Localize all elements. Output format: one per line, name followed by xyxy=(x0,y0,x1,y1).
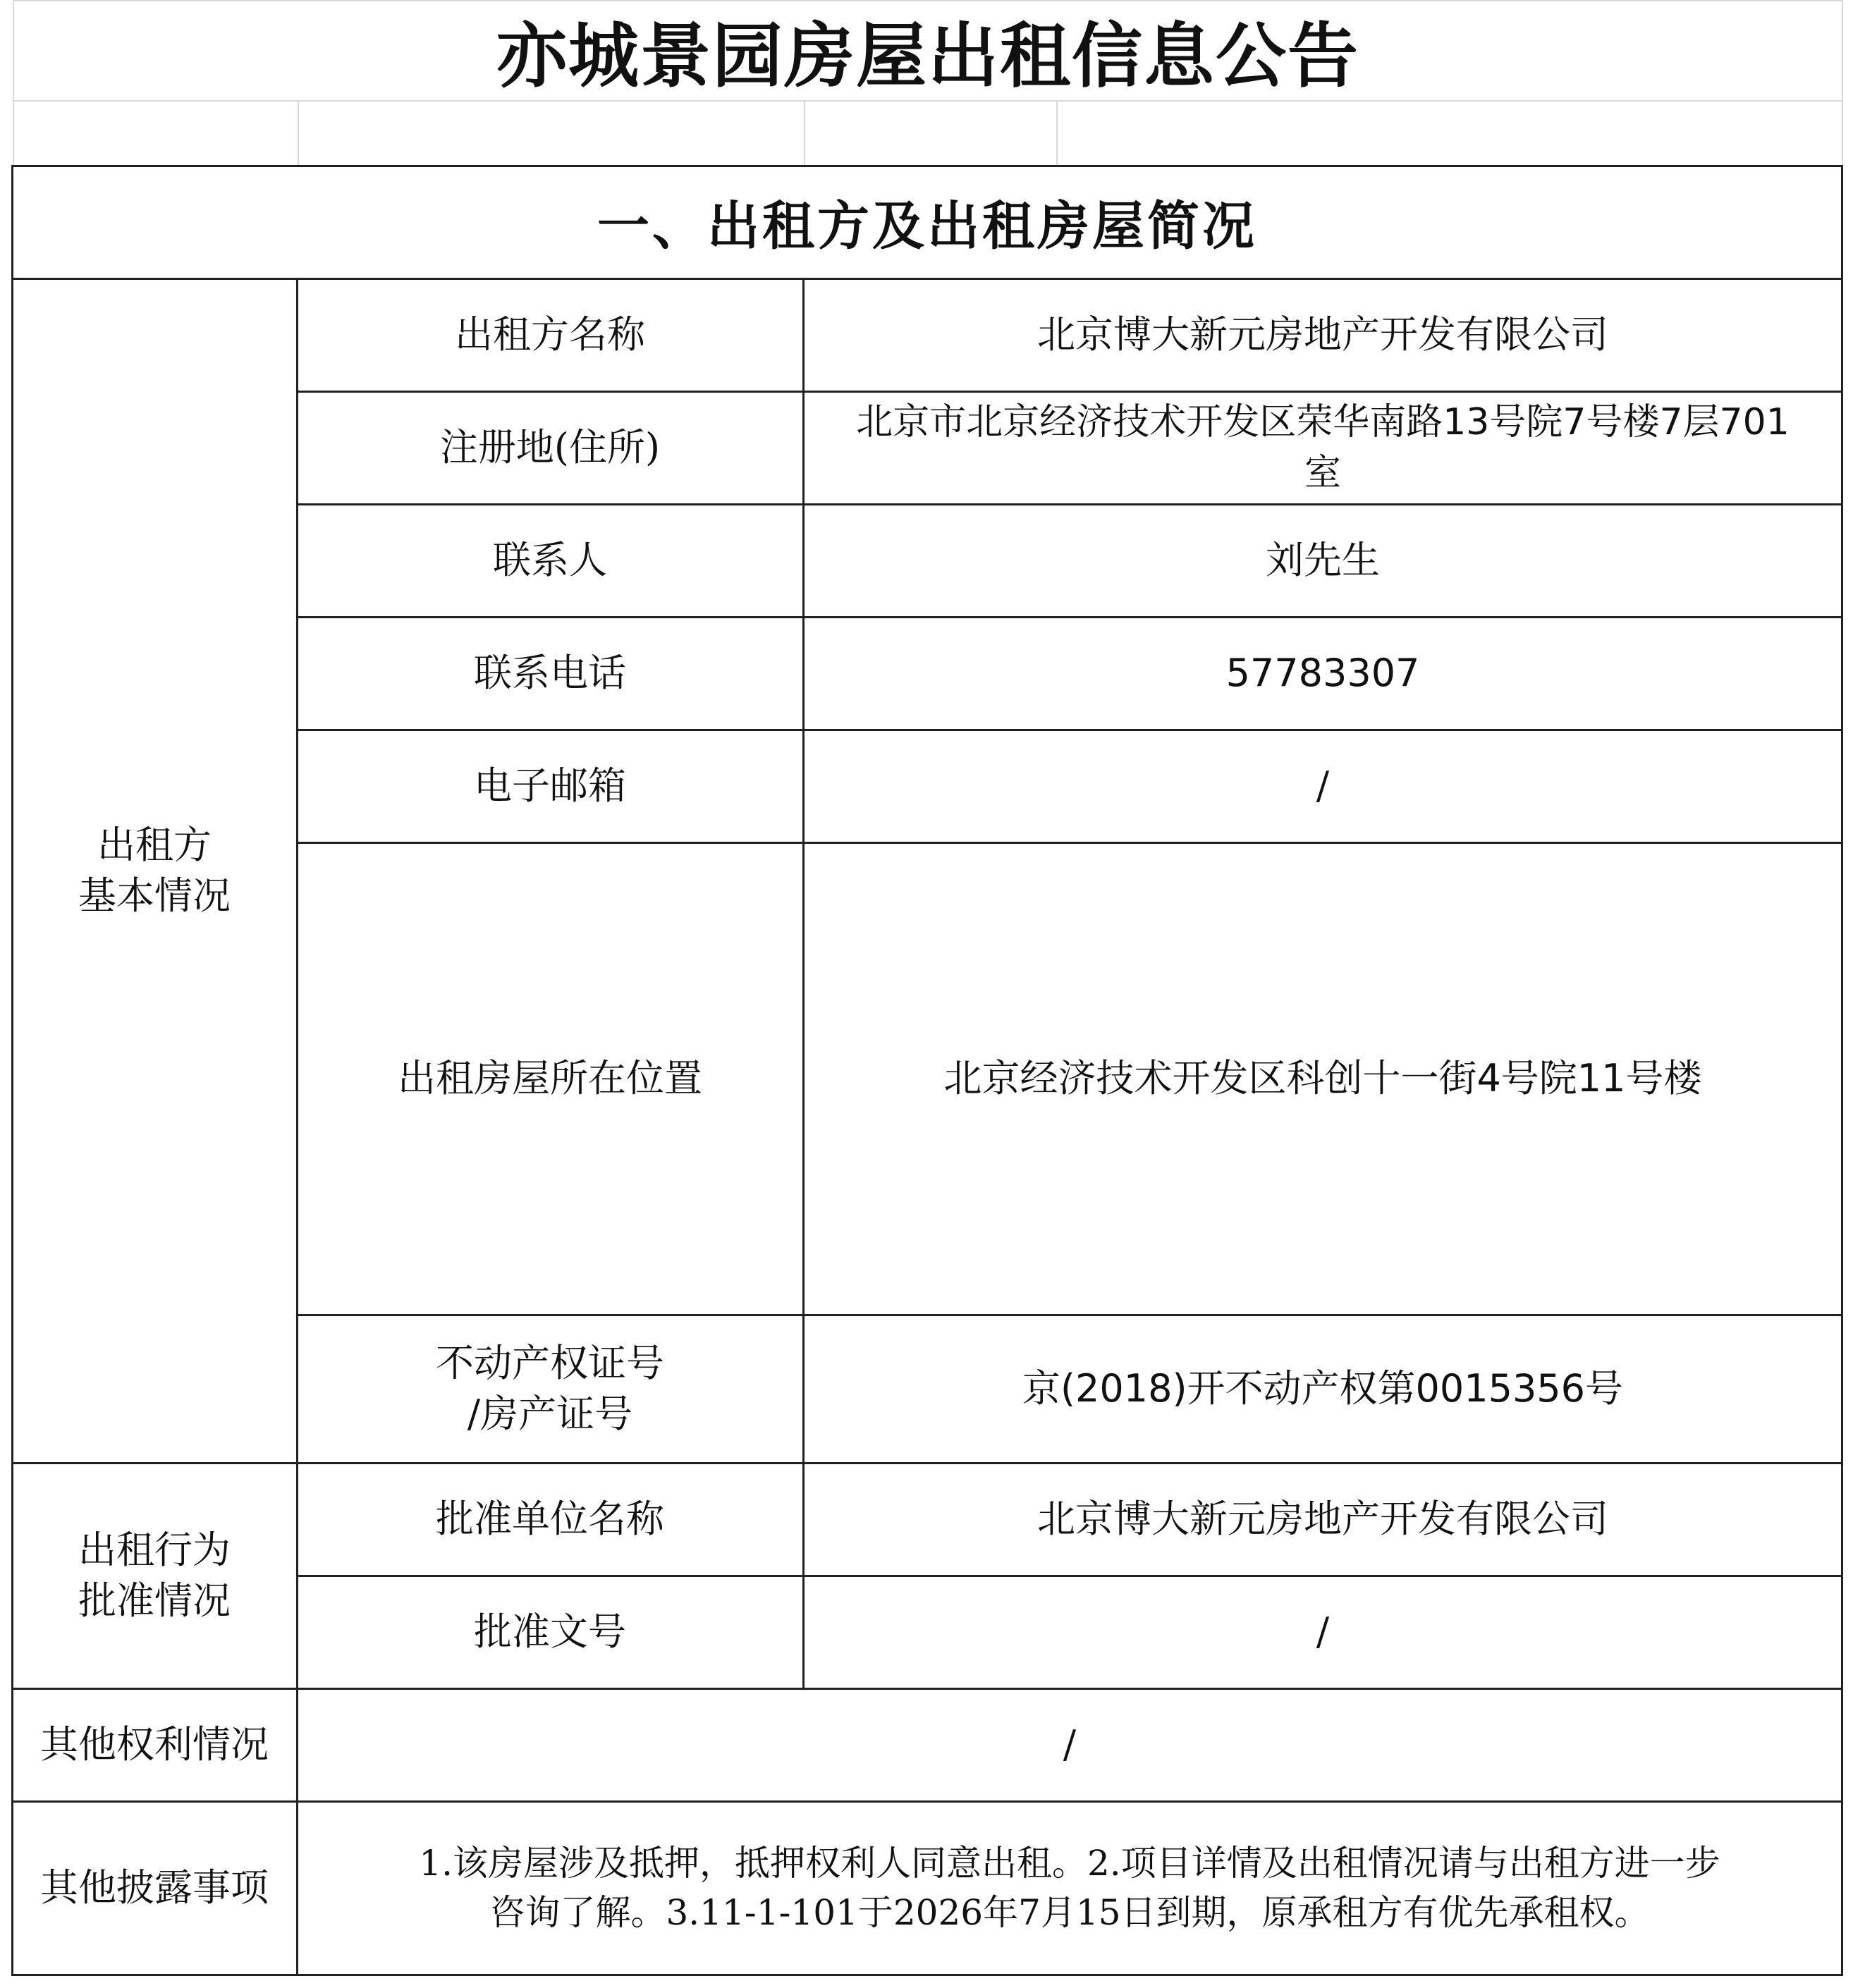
contact-phone-value: 57783307 xyxy=(1225,651,1420,695)
contact-phone-label: 联系电话 xyxy=(474,651,626,695)
gridline xyxy=(298,100,299,166)
approval-number-value: / xyxy=(1316,1609,1330,1654)
other-rights-label: 其他权利情况 xyxy=(40,1722,269,1767)
gridline xyxy=(804,100,805,166)
registered-address-value: 北京市北京经济技术开发区荣华南路13号院7号楼7层701 室 xyxy=(856,401,1790,494)
approval-group-label: 出租行为 批准情况 xyxy=(78,1528,231,1623)
page-title: 亦城景园房屋出租信息公告 xyxy=(496,14,1359,97)
other-disclosure-label: 其他披露事项 xyxy=(40,1865,269,1910)
contact-person-label: 联系人 xyxy=(493,538,607,582)
contact-person-value: 刘先生 xyxy=(1266,538,1380,582)
lessor-name-label: 出租方名称 xyxy=(455,312,645,357)
email-label: 电子邮箱 xyxy=(474,763,626,808)
approval-unit-value: 北京博大新元房地产开发有限公司 xyxy=(1037,1497,1608,1541)
approval-number-label: 批准文号 xyxy=(474,1609,626,1654)
other-disclosure-value: 1.该房屋涉及抵押，抵押权利人同意出租。2.项目详情及出租情况请与出租方进一步 咨询了解。3.11-1-101于2026年7月15日到期，原承租方有优先承租权。 xyxy=(419,1843,1720,1933)
section-heading: 一、出租方及出租房屋简况 xyxy=(597,196,1257,257)
property-certificate-label: 不动产权证号 /房产证号 xyxy=(436,1341,664,1436)
table-border xyxy=(11,1974,1843,1976)
gridline xyxy=(1056,100,1058,166)
property-location-label: 出租房屋所在位置 xyxy=(398,1056,702,1100)
property-location-value: 北京经济技术开发区科创十一街4号院11号楼 xyxy=(943,1056,1702,1100)
registered-address-label: 注册地(住所) xyxy=(439,425,661,470)
lessor-name-value: 北京博大新元房地产开发有限公司 xyxy=(1037,312,1608,357)
property-certificate-value: 京(2018)开不动产权第0015356号 xyxy=(1022,1366,1624,1411)
approval-unit-label: 批准单位名称 xyxy=(436,1497,664,1541)
lessor-group-label: 出租方 基本情况 xyxy=(78,823,231,918)
other-rights-value: / xyxy=(1063,1722,1077,1767)
email-value: / xyxy=(1316,763,1330,808)
